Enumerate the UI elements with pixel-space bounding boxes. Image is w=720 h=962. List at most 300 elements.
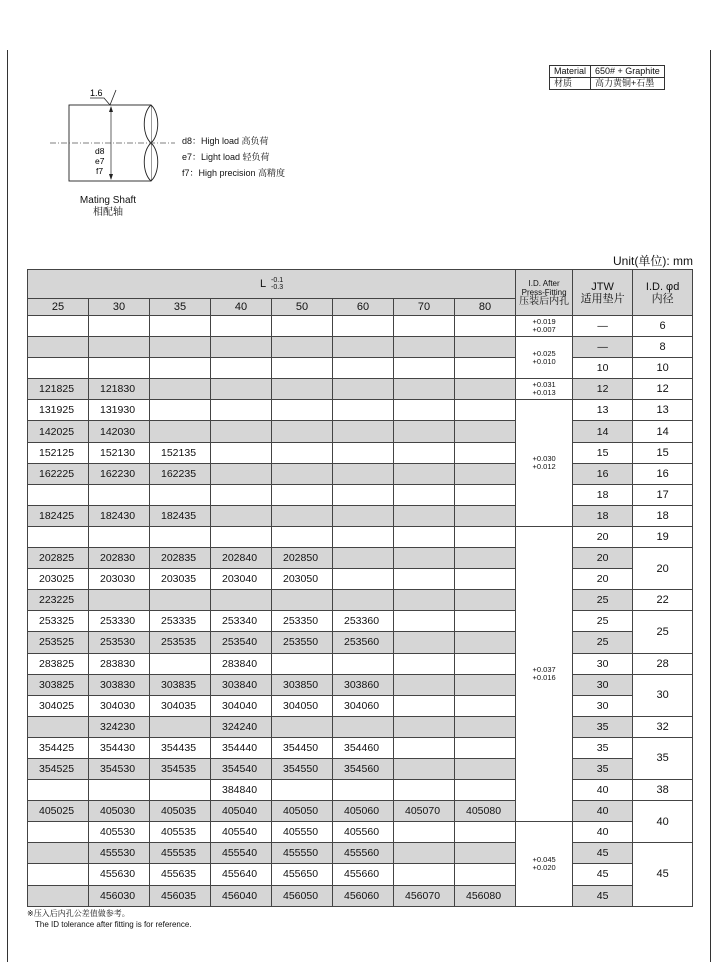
part-number-cell: 131930 xyxy=(89,400,150,421)
part-number-cell: 203040 xyxy=(211,569,272,590)
part-number-cell: 354550 xyxy=(272,758,333,779)
tolerance-upper: +0.025 xyxy=(532,348,556,358)
part-number-cell: 354430 xyxy=(89,737,150,758)
part-number-cell xyxy=(28,337,89,358)
part-number-cell xyxy=(211,505,272,526)
table-row xyxy=(28,758,693,779)
part-number-cell: 456050 xyxy=(272,885,333,906)
page-frame-left xyxy=(7,50,8,962)
inner-diameter-cell: 25 xyxy=(633,611,693,653)
table-row xyxy=(28,421,693,442)
part-number-cell xyxy=(394,548,455,569)
jtw-cell: — xyxy=(573,337,633,358)
id-after-en-1: I.D. After xyxy=(528,279,560,288)
footnote-cn: ※压入后内孔公差值做参考。 xyxy=(27,909,130,918)
part-number-cell xyxy=(89,780,150,801)
jtw-cell: — xyxy=(573,316,633,337)
part-number-cell: 354435 xyxy=(150,737,211,758)
part-number-cell xyxy=(28,316,89,337)
legend-f7: f7：High precision 高精度 xyxy=(182,168,286,178)
part-number-cell xyxy=(150,358,211,379)
part-number-cell: 455530 xyxy=(89,843,150,864)
part-number-cell xyxy=(150,400,211,421)
part-number-cell xyxy=(211,442,272,463)
part-number-cell xyxy=(272,590,333,611)
table-row xyxy=(28,843,693,864)
part-number-cell: 405080 xyxy=(455,801,516,822)
part-number-cell xyxy=(394,442,455,463)
fit-f7: f7 xyxy=(96,166,104,176)
part-number-cell xyxy=(272,484,333,505)
part-number-cell: 455630 xyxy=(89,864,150,885)
part-number-cell: 304060 xyxy=(333,695,394,716)
part-number-cell xyxy=(150,590,211,611)
part-number-cell xyxy=(394,337,455,358)
length-header: 60 xyxy=(333,299,394,316)
part-number-cell xyxy=(455,505,516,526)
part-number-cell xyxy=(455,674,516,695)
part-number-cell: 162225 xyxy=(28,463,89,484)
part-number-cell: 203030 xyxy=(89,569,150,590)
part-number-cell: 142030 xyxy=(89,421,150,442)
jtw-cell: 45 xyxy=(573,885,633,906)
length-header: 40 xyxy=(211,299,272,316)
part-number-cell xyxy=(394,611,455,632)
part-number-cell: 182425 xyxy=(28,505,89,526)
jtw-cell: 20 xyxy=(573,526,633,547)
part-number-cell: 405070 xyxy=(394,801,455,822)
jtw-cell: 35 xyxy=(573,758,633,779)
part-number-cell: 455640 xyxy=(211,864,272,885)
tolerance-upper: +0.030 xyxy=(532,454,556,464)
part-number-cell: 405040 xyxy=(211,801,272,822)
part-number-cell xyxy=(272,358,333,379)
part-number-cell xyxy=(150,421,211,442)
jtw-cell: 18 xyxy=(573,484,633,505)
length-header: 50 xyxy=(272,299,333,316)
part-number-cell: 304035 xyxy=(150,695,211,716)
part-number-cell: 283830 xyxy=(89,653,150,674)
part-number-cell: 455535 xyxy=(150,843,211,864)
part-number-cell xyxy=(333,716,394,737)
tolerance-lower: +0.016 xyxy=(532,673,556,683)
part-number-cell xyxy=(455,358,516,379)
l-label: L xyxy=(260,277,267,290)
id-header-cn: 内径 xyxy=(651,292,674,305)
part-number-cell xyxy=(28,885,89,906)
tolerance-upper: +0.045 xyxy=(532,854,556,864)
part-number-cell: 203050 xyxy=(272,569,333,590)
inner-diameter-cell: 32 xyxy=(633,716,693,737)
part-number-cell xyxy=(89,316,150,337)
part-number-cell: 203035 xyxy=(150,569,211,590)
legend-d8: d8：High load 高负荷 xyxy=(182,136,269,146)
table-row xyxy=(28,505,693,526)
length-header: 70 xyxy=(394,299,455,316)
inner-diameter-cell: 10 xyxy=(633,358,693,379)
part-number-cell xyxy=(333,548,394,569)
legend-e7: e7：Light load 轻负荷 xyxy=(182,152,270,162)
part-number-cell xyxy=(272,505,333,526)
part-number-cell: 142025 xyxy=(28,421,89,442)
jtw-cell: 40 xyxy=(573,822,633,843)
part-number-cell: 354540 xyxy=(211,758,272,779)
tolerance-upper: +0.037 xyxy=(532,665,556,675)
inner-diameter-cell: 12 xyxy=(633,379,693,400)
length-header: 35 xyxy=(150,299,211,316)
part-number-cell: 324230 xyxy=(89,716,150,737)
tolerance-lower: +0.010 xyxy=(532,356,556,366)
part-number-cell xyxy=(333,780,394,801)
part-number-cell xyxy=(394,632,455,653)
part-number-cell: 354560 xyxy=(333,758,394,779)
part-number-cell xyxy=(272,653,333,674)
table-row xyxy=(28,569,693,590)
part-number-cell: 162235 xyxy=(150,463,211,484)
part-number-cell: 304030 xyxy=(89,695,150,716)
part-number-cell xyxy=(272,442,333,463)
part-number-cell xyxy=(455,843,516,864)
jtw-cell: 25 xyxy=(573,590,633,611)
roughness-label: 1.6 xyxy=(90,88,103,98)
part-number-cell xyxy=(455,400,516,421)
part-number-cell: 182435 xyxy=(150,505,211,526)
table-row xyxy=(28,885,693,906)
part-number-cell xyxy=(394,526,455,547)
part-number-cell xyxy=(455,758,516,779)
table-row xyxy=(28,801,693,822)
jtw-cell: 45 xyxy=(573,843,633,864)
part-number-cell: 182430 xyxy=(89,505,150,526)
part-number-cell xyxy=(455,653,516,674)
length-header: 30 xyxy=(89,299,150,316)
l-header xyxy=(28,270,516,299)
table-row xyxy=(28,379,693,400)
table-row xyxy=(28,337,693,358)
part-number-cell xyxy=(455,548,516,569)
inner-diameter-cell: 20 xyxy=(633,548,693,590)
part-number-cell xyxy=(455,780,516,801)
table-row xyxy=(28,526,693,547)
inner-diameter-cell: 14 xyxy=(633,421,693,442)
jtw-cell: 10 xyxy=(573,358,633,379)
inner-diameter-cell: 13 xyxy=(633,400,693,421)
part-number-cell xyxy=(394,379,455,400)
part-number-cell: 455650 xyxy=(272,864,333,885)
part-number-cell: 405050 xyxy=(272,801,333,822)
part-number-cell: 131925 xyxy=(28,400,89,421)
part-number-cell xyxy=(455,632,516,653)
part-number-cell: 253360 xyxy=(333,611,394,632)
part-number-cell xyxy=(455,526,516,547)
jtw-cell: 40 xyxy=(573,801,633,822)
jtw-cell: 35 xyxy=(573,737,633,758)
part-number-cell xyxy=(455,421,516,442)
part-number-cell: 304050 xyxy=(272,695,333,716)
part-number-cell: 253340 xyxy=(211,611,272,632)
material-value-cn: 高力黄铜+石墨 xyxy=(591,78,665,90)
part-number-cell: 253560 xyxy=(333,632,394,653)
part-number-cell: 253535 xyxy=(150,632,211,653)
part-number-cell xyxy=(333,379,394,400)
tolerance-lower: +0.020 xyxy=(532,862,556,872)
inner-diameter-cell: 22 xyxy=(633,590,693,611)
part-number-cell xyxy=(394,780,455,801)
id-after-en-2: Press-Fitting xyxy=(521,288,567,297)
jtw-cell: 13 xyxy=(573,400,633,421)
part-number-cell xyxy=(394,484,455,505)
id-tolerance-cell xyxy=(516,379,573,400)
part-number-cell: 303825 xyxy=(28,674,89,695)
part-number-cell xyxy=(333,526,394,547)
part-number-cell: 253540 xyxy=(211,632,272,653)
part-number-cell xyxy=(333,337,394,358)
part-number-cell: 405025 xyxy=(28,801,89,822)
part-number-cell xyxy=(28,526,89,547)
table-row xyxy=(28,780,693,801)
part-number-cell xyxy=(394,695,455,716)
inner-diameter-cell: 18 xyxy=(633,505,693,526)
table-row xyxy=(28,316,693,337)
inner-diameter-cell: 17 xyxy=(633,484,693,505)
part-number-cell: 354525 xyxy=(28,758,89,779)
part-number-cell: 253530 xyxy=(89,632,150,653)
part-number-cell: 283840 xyxy=(211,653,272,674)
part-number-cell xyxy=(333,653,394,674)
part-number-cell: 303840 xyxy=(211,674,272,695)
part-number-cell xyxy=(394,400,455,421)
part-number-cell xyxy=(394,421,455,442)
part-number-cell xyxy=(394,864,455,885)
part-number-cell xyxy=(28,780,89,801)
jtw-cell: 14 xyxy=(573,421,633,442)
part-number-cell xyxy=(28,864,89,885)
part-number-cell xyxy=(211,337,272,358)
part-number-cell xyxy=(211,484,272,505)
part-number-cell xyxy=(394,316,455,337)
part-number-cell xyxy=(150,337,211,358)
tolerance-lower: +0.012 xyxy=(532,462,556,472)
part-number-cell: 121830 xyxy=(89,379,150,400)
part-number-cell: 202835 xyxy=(150,548,211,569)
table-row xyxy=(28,653,693,674)
part-number-cell: 253550 xyxy=(272,632,333,653)
part-number-cell: 405550 xyxy=(272,822,333,843)
part-number-cell xyxy=(455,864,516,885)
part-number-cell xyxy=(394,358,455,379)
part-number-cell: 253330 xyxy=(89,611,150,632)
part-number-cell: 405530 xyxy=(89,822,150,843)
part-number-cell: 253350 xyxy=(272,611,333,632)
part-number-cell xyxy=(272,316,333,337)
part-number-cell: 162230 xyxy=(89,463,150,484)
part-number-cell xyxy=(211,463,272,484)
part-number-cell xyxy=(211,379,272,400)
part-number-cell: 455635 xyxy=(150,864,211,885)
fit-legend xyxy=(182,133,285,181)
part-number-cell: 303860 xyxy=(333,674,394,695)
part-number-cell xyxy=(150,653,211,674)
part-number-cell xyxy=(89,484,150,505)
part-number-cell xyxy=(272,337,333,358)
part-number-cell: 202850 xyxy=(272,548,333,569)
part-number-cell: 121825 xyxy=(28,379,89,400)
part-number-cell xyxy=(394,843,455,864)
part-number-cell: 456040 xyxy=(211,885,272,906)
part-number-cell: 253325 xyxy=(28,611,89,632)
footnote xyxy=(27,908,192,930)
part-number-cell xyxy=(394,590,455,611)
part-number-cell: 456030 xyxy=(89,885,150,906)
part-number-cell xyxy=(272,463,333,484)
part-number-cell xyxy=(211,316,272,337)
part-number-cell xyxy=(89,358,150,379)
part-number-cell xyxy=(333,358,394,379)
part-number-cell: 354535 xyxy=(150,758,211,779)
inner-diameter-cell: 6 xyxy=(633,316,693,337)
part-number-cell: 384840 xyxy=(211,780,272,801)
part-number-cell xyxy=(394,569,455,590)
part-number-cell xyxy=(89,526,150,547)
inner-diameter-cell: 38 xyxy=(633,780,693,801)
fit-e7: e7 xyxy=(95,156,105,166)
part-number-cell: 202825 xyxy=(28,548,89,569)
inner-diameter-cell: 35 xyxy=(633,737,693,779)
part-number-cell xyxy=(333,316,394,337)
part-number-cell xyxy=(211,421,272,442)
id-header-en: I.D. φd xyxy=(645,280,680,293)
part-number-cell xyxy=(150,716,211,737)
part-number-cell: 223225 xyxy=(28,590,89,611)
part-number-cell: 405535 xyxy=(150,822,211,843)
part-number-cell xyxy=(455,695,516,716)
footnote-en: The ID tolerance after fitting is for reference. xyxy=(35,920,192,929)
tolerance-lower: +0.007 xyxy=(532,325,556,335)
table-row xyxy=(28,632,693,653)
shaft-caption-cn: 相配轴 xyxy=(93,207,123,218)
id-header xyxy=(633,270,693,316)
part-number-cell: 203025 xyxy=(28,569,89,590)
jtw-cell: 20 xyxy=(573,548,633,569)
part-number-cell xyxy=(455,463,516,484)
id-after-header xyxy=(516,270,573,316)
fit-d8: d8 xyxy=(95,146,105,156)
part-number-cell xyxy=(394,822,455,843)
jtw-cell: 25 xyxy=(573,632,633,653)
part-number-cell: 324240 xyxy=(211,716,272,737)
table-row xyxy=(28,695,693,716)
jtw-cell: 18 xyxy=(573,505,633,526)
table-row xyxy=(28,716,693,737)
part-number-cell xyxy=(333,421,394,442)
material-label: Material xyxy=(550,66,591,78)
jtw-header-cn: 适用垫片 xyxy=(580,292,625,305)
id-tolerance-cell xyxy=(516,526,573,821)
tolerance-upper: +0.031 xyxy=(532,380,556,390)
inner-diameter-cell: 45 xyxy=(633,843,693,906)
part-number-cell: 405035 xyxy=(150,801,211,822)
id-tolerance-cell xyxy=(516,316,573,337)
part-number-cell xyxy=(89,590,150,611)
part-number-cell: 354440 xyxy=(211,737,272,758)
table-row xyxy=(28,442,693,463)
part-number-cell xyxy=(394,463,455,484)
jtw-cell: 30 xyxy=(573,653,633,674)
part-number-cell xyxy=(455,484,516,505)
l-tol-lower: -0.3 xyxy=(271,284,284,291)
part-number-cell xyxy=(211,590,272,611)
part-number-cell xyxy=(28,822,89,843)
part-number-cell xyxy=(150,526,211,547)
tolerance-upper: +0.019 xyxy=(532,317,556,327)
table-body xyxy=(28,316,693,907)
part-number-cell: 405030 xyxy=(89,801,150,822)
part-number-cell: 152135 xyxy=(150,442,211,463)
mating-shaft-drawing xyxy=(50,85,180,190)
part-number-cell: 455540 xyxy=(211,843,272,864)
inner-diameter-cell: 8 xyxy=(633,337,693,358)
part-number-cell xyxy=(333,463,394,484)
part-number-cell xyxy=(333,590,394,611)
inner-diameter-cell: 16 xyxy=(633,463,693,484)
jtw-cell: 40 xyxy=(573,780,633,801)
table-row xyxy=(28,358,693,379)
id-tolerance-cell xyxy=(516,400,573,527)
inner-diameter-cell: 30 xyxy=(633,674,693,716)
material-table xyxy=(549,65,665,90)
l-tol-upper: -0.1 xyxy=(271,277,284,284)
inner-diameter-cell: 28 xyxy=(633,653,693,674)
id-after-cn: 压装后内孔 xyxy=(519,296,570,307)
part-number-cell xyxy=(211,400,272,421)
part-number-cell xyxy=(455,822,516,843)
table-row xyxy=(28,463,693,484)
part-number-cell xyxy=(455,737,516,758)
part-number-cell: 405560 xyxy=(333,822,394,843)
jtw-header xyxy=(573,270,633,316)
jtw-cell: 25 xyxy=(573,611,633,632)
part-number-cell: 202830 xyxy=(89,548,150,569)
part-number-cell: 456060 xyxy=(333,885,394,906)
part-number-cell: 253525 xyxy=(28,632,89,653)
part-number-cell: 405060 xyxy=(333,801,394,822)
table-row xyxy=(28,590,693,611)
part-number-cell: 304025 xyxy=(28,695,89,716)
part-number-cell xyxy=(333,484,394,505)
part-number-cell: 202840 xyxy=(211,548,272,569)
part-number-cell: 455550 xyxy=(272,843,333,864)
part-number-cell xyxy=(333,400,394,421)
part-number-cell xyxy=(455,442,516,463)
part-number-cell xyxy=(394,716,455,737)
part-number-cell xyxy=(394,737,455,758)
part-number-cell: 456035 xyxy=(150,885,211,906)
tolerance-lower: +0.013 xyxy=(532,388,556,398)
part-number-table xyxy=(27,269,693,907)
part-number-cell xyxy=(394,505,455,526)
table-row xyxy=(28,484,693,505)
part-number-cell xyxy=(272,400,333,421)
table-row xyxy=(28,548,693,569)
part-number-cell xyxy=(333,505,394,526)
part-number-cell xyxy=(455,569,516,590)
jtw-cell: 35 xyxy=(573,716,633,737)
jtw-header-en: JTW xyxy=(591,280,614,293)
length-header: 80 xyxy=(455,299,516,316)
jtw-cell: 30 xyxy=(573,695,633,716)
part-number-cell xyxy=(394,758,455,779)
part-number-cell xyxy=(150,316,211,337)
